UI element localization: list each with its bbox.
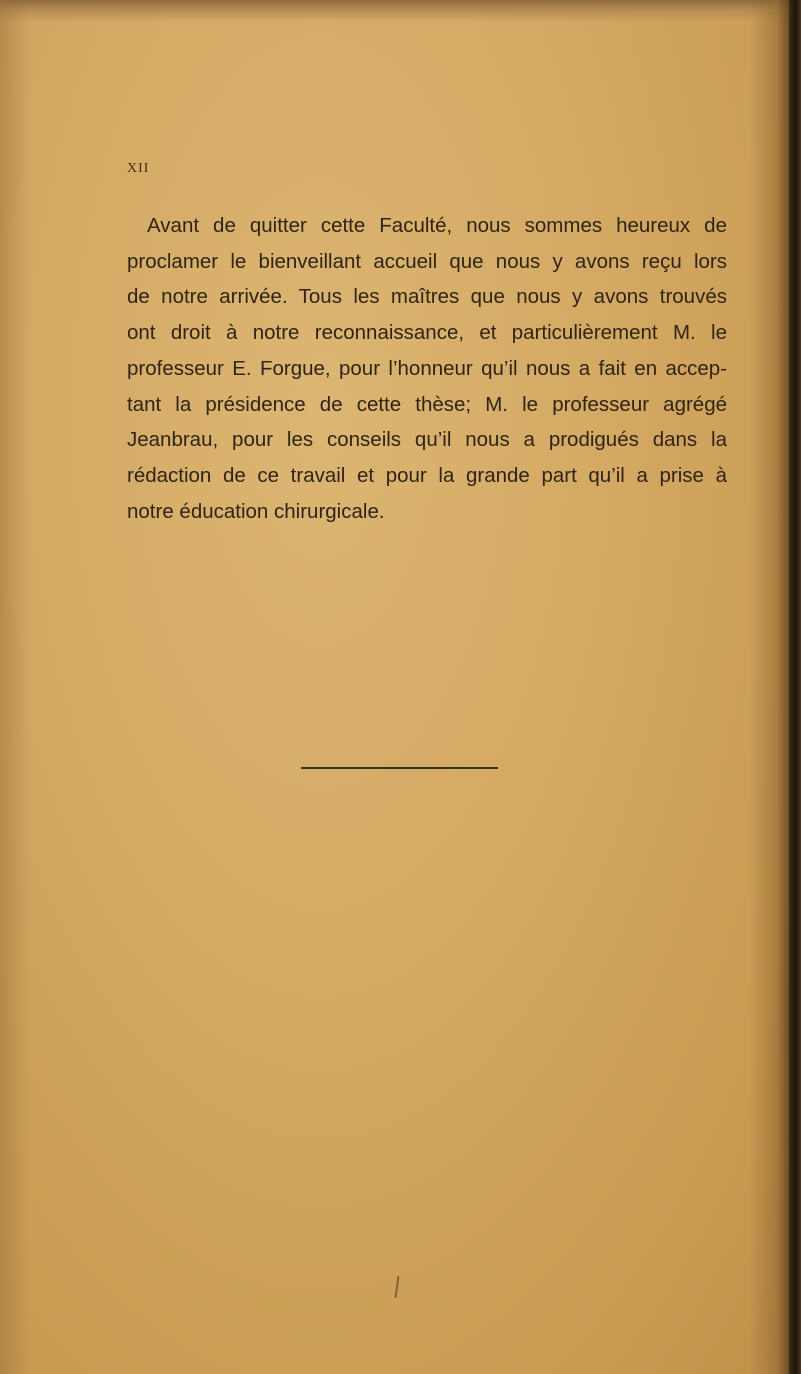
text-line: rédaction de ce travail et pour la grande part qu’il a prise à — [127, 463, 727, 487]
text-line: tant la présidence de cette thèse; M. le professeur agrégé — [127, 392, 727, 416]
text-line: notre éducation chirurgicale. — [127, 499, 385, 523]
page-number: XII — [127, 161, 150, 176]
text-line: proclamer le bienveillant accueil que nous y avons reçu lors — [127, 249, 727, 273]
page-left-edge — [0, 0, 30, 1374]
text-line: ont droit à notre reconnaissance, et particulièrement M. le — [127, 321, 727, 345]
text-line: Avant de quitter cette Faculté, nous sommes heureux de — [147, 214, 727, 237]
spine-shadow — [749, 0, 789, 1374]
section-divider-rule — [301, 767, 498, 769]
paper-blemish — [394, 1276, 399, 1298]
text-line: Jeanbrau, pour les conseils qu’il nous a prodigués dans la — [127, 428, 727, 452]
book-spine-edge — [789, 0, 801, 1374]
acknowledgement-paragraph — [127, 208, 727, 529]
page-top-edge — [0, 0, 801, 22]
text-line: professeur E. Forgue, pour l’honneur qu’il nous a fait en accep- — [127, 356, 727, 380]
text-line: de notre arrivée. Tous les maîtres que nous y avons trouvés — [127, 285, 727, 309]
